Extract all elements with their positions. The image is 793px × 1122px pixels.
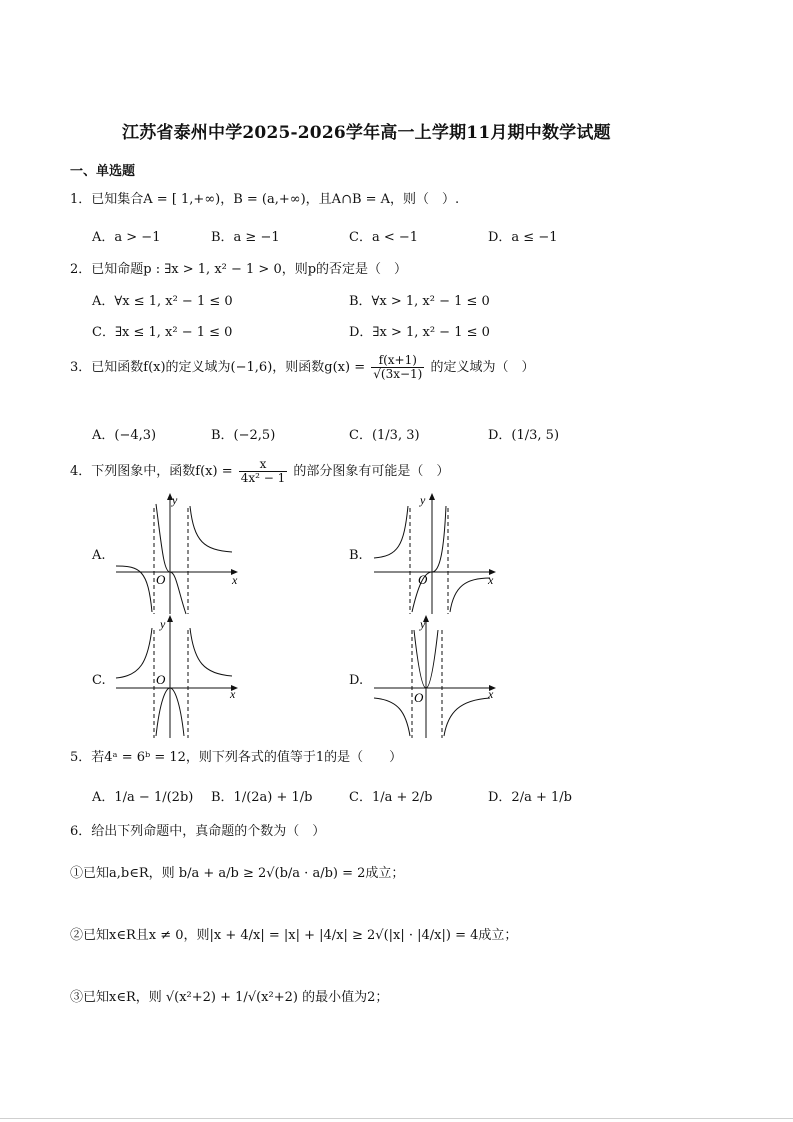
q3-stem-pre: 3．已知函数f(x)的定义域为(−1,6)，则函数g(x) = [70,360,366,376]
q4a-axis-y-label: y [172,493,178,507]
question-3-stem [70,354,535,381]
q4c-axis-x-label: x [230,687,236,701]
q4-fraction-num: x [239,458,288,472]
q3-stem-post: 的定义域为（ ） [430,360,535,376]
q1-option-b[interactable]: B．a ≥ −1 [211,230,280,245]
q5-option-c[interactable]: C．1/a + 2/b [349,790,433,805]
q6-item-1: ①已知a,b∈R，则 b/a + a/b ≥ 2√(b/a · a/b) = 2成立； [70,866,405,881]
q6-item-2: ②已知x∈R且x ≠ 0，则|x + 4/x| = |x| + |4/x| ≥ 2√(|x| · |4/x|) = 4成立； [70,928,518,943]
q3-option-c[interactable]: C．(1/3, 3) [349,428,420,443]
question-5-stem: 5．若4ᵃ = 6ᵇ = 12，则下列各式的值等于1的是（ ） [70,750,403,765]
q4-graph-a[interactable] [112,490,242,618]
q4-option-b[interactable]: B. [349,548,363,563]
q4-stem-pre: 4．下列图象中，函数f(x) = [70,464,233,480]
question-1-stem: 1．已知集合A = [ 1,+∞)，B = (a,+∞)，且A∩B = A，则（ ）. [70,192,460,207]
q4b-origin-label: O [418,572,428,587]
page-bottom-divider [0,1118,793,1119]
q4d-axis-y-label: y [420,617,426,631]
q4b-axis-y-label: y [420,493,426,507]
q5-option-b[interactable]: B．1/(2a) + 1/b [211,790,313,805]
q3-option-a[interactable]: A．(−4,3) [92,428,157,443]
q4-fraction-den: 4x² − 1 [240,471,286,486]
q2-option-a[interactable]: A．∀x ≤ 1, x² − 1 ≤ 0 [92,294,233,309]
q2-option-b[interactable]: B．∀x > 1, x² − 1 ≤ 0 [349,294,490,309]
q1-option-a[interactable]: A．a > −1 [92,230,161,245]
q4-graph-b[interactable] [370,490,500,618]
q4-option-a[interactable]: A. [92,548,106,563]
q4-graph-c[interactable] [112,612,242,742]
q1-option-d[interactable]: D．a ≤ −1 [488,230,558,245]
q4a-origin-label: O [156,572,166,587]
q4-graph-d[interactable] [370,612,500,742]
question-2-stem: 2．已知命题p : ∃x > 1, x² − 1 > 0，则p的否定是（ ） [70,262,408,277]
q4-stem-post: 的部分图象有可能是（ ） [293,464,450,480]
q4d-origin-label: O [414,690,424,705]
q6-item-3: ③已知x∈R，则 √(x²+2) + 1/√(x²+2) 的最小值为2； [70,990,389,1005]
q4-option-d[interactable]: D. [349,673,364,688]
q4c-axis-y-label: y [160,617,166,631]
q2-option-c[interactable]: C．∃x ≤ 1, x² − 1 ≤ 0 [92,325,233,340]
page-title: 江苏省泰州中学2025-2026学年高一上学期11月期中数学试题 [122,123,611,143]
q2-option-d[interactable]: D．∃x > 1, x² − 1 ≤ 0 [349,325,490,340]
q4a-axis-x-label: x [232,573,238,587]
q3-option-d[interactable]: D．(1/3, 5) [488,428,560,443]
q1-option-c[interactable]: C．a < −1 [349,230,419,245]
q3-fraction-den: √(3x−1) [373,367,423,382]
q4-option-c[interactable]: C. [92,673,106,688]
q4-fraction [239,458,288,485]
question-4-stem [70,458,449,485]
q3-fraction-num: f(x+1) [371,354,424,368]
q5-option-d[interactable]: D．2/a + 1/b [488,790,572,805]
section-heading: 一、单选题 [70,164,136,179]
q4d-axis-x-label: x [488,687,494,701]
q4c-origin-label: O [156,672,166,687]
q3-fraction [371,354,424,381]
question-6-stem: 6．给出下列命题中，真命题的个数为（ ） [70,824,326,839]
q3-option-b[interactable]: B．(−2,5) [211,428,276,443]
q4b-axis-x-label: x [488,573,494,587]
q5-option-a[interactable]: A．1/a − 1/(2b) [92,790,194,805]
